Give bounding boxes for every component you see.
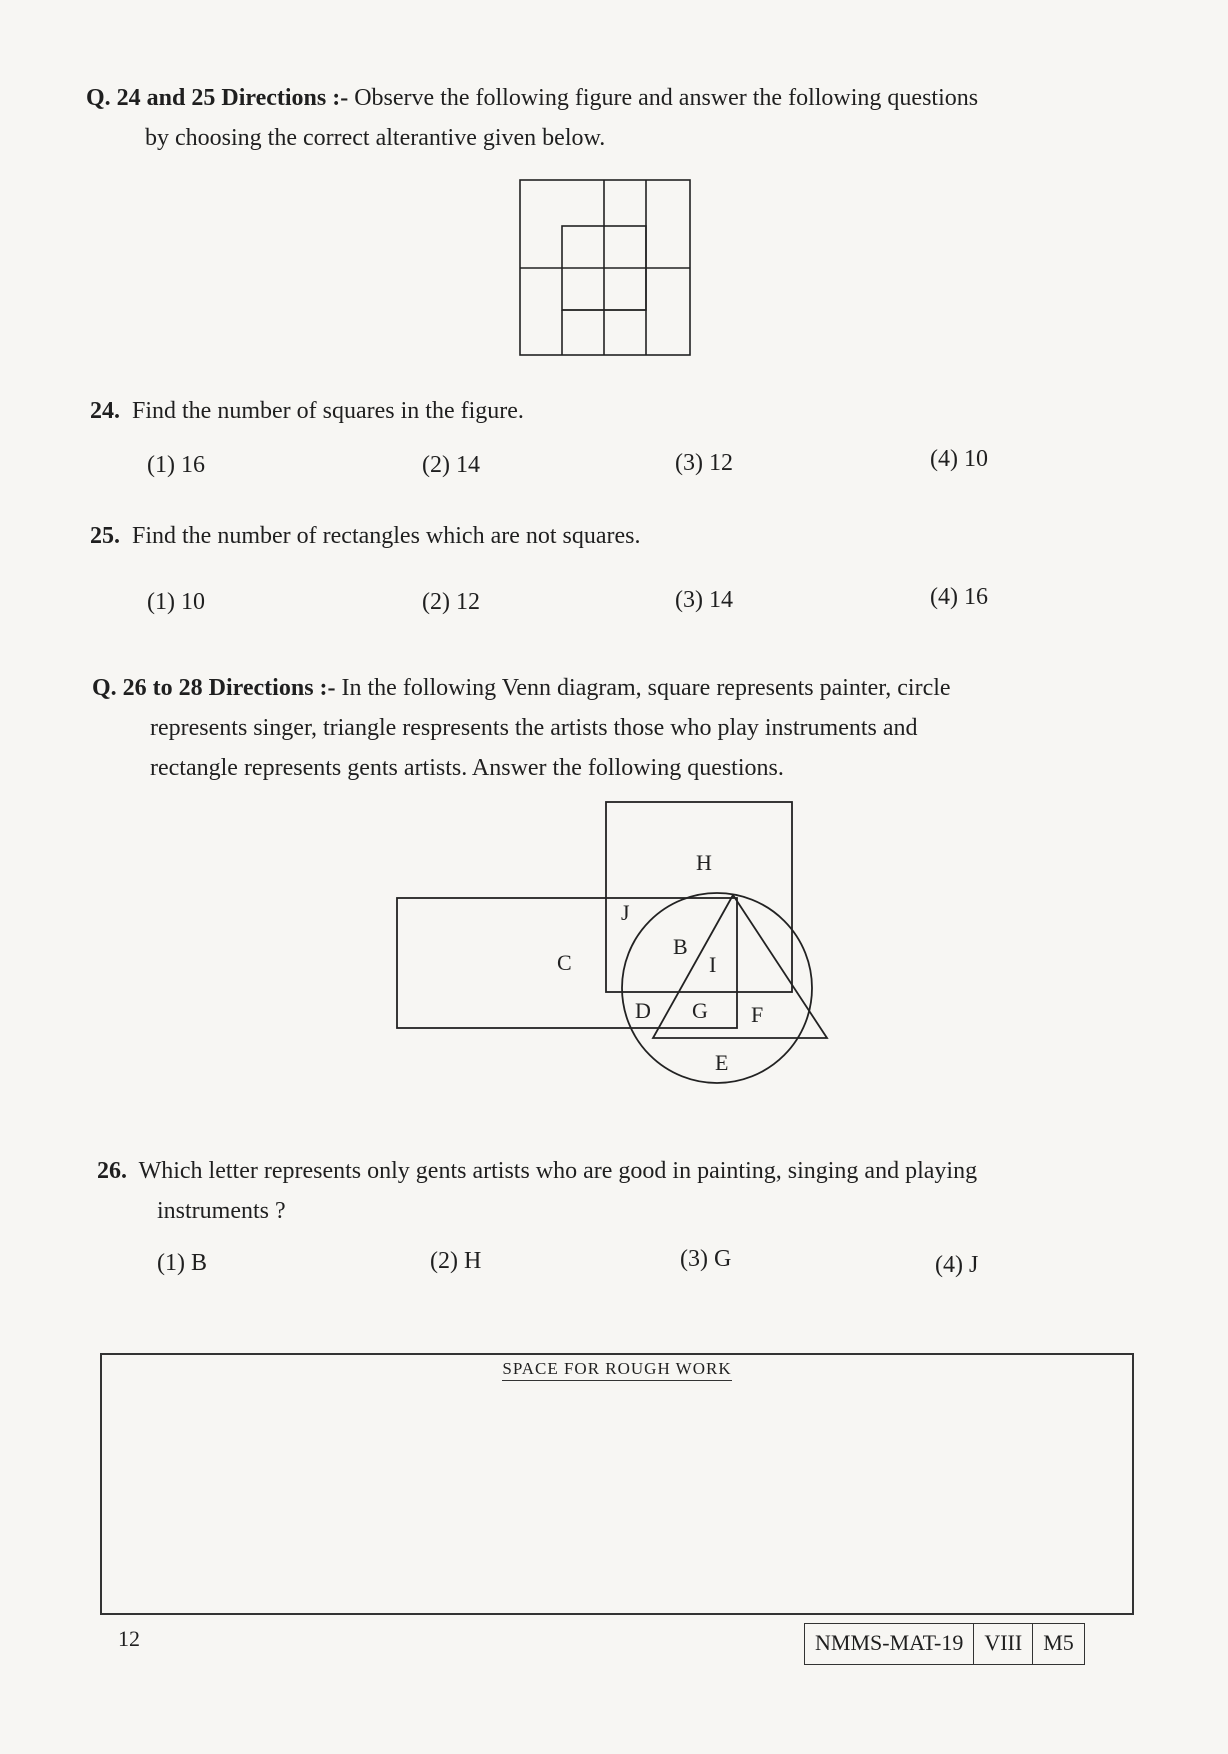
- venn-triangle-instruments: [653, 895, 827, 1038]
- rough-work-title: SPACE FOR ROUGH WORK: [102, 1359, 1132, 1379]
- question-number: 25.: [90, 523, 120, 549]
- directions-text: Observe the following figure and answer the following questions: [354, 85, 979, 111]
- directions-text: In the following Venn diagram, square represents painter, circle: [341, 675, 951, 701]
- venn-square-painter: [606, 802, 792, 992]
- q25-option-3[interactable]: (3) 14: [675, 587, 733, 613]
- venn-label-d: D: [635, 998, 651, 1023]
- q26-option-4[interactable]: (4) J: [935, 1252, 979, 1278]
- venn-label-c: C: [557, 950, 572, 975]
- q24-option-3[interactable]: (3) 12: [675, 450, 733, 476]
- directions-26-28: [92, 668, 1137, 708]
- venn-label-j: J: [621, 900, 630, 925]
- venn-label-i: I: [709, 952, 717, 977]
- question-text: Find the number of squares in the figure.: [132, 398, 524, 424]
- venn-label-e: E: [715, 1050, 729, 1075]
- q25-option-4[interactable]: (4) 16: [930, 584, 988, 610]
- q24-option-4[interactable]: (4) 10: [930, 446, 988, 472]
- q25-option-1[interactable]: (1) 10: [147, 589, 205, 615]
- q26-option-1[interactable]: (1) B: [157, 1250, 207, 1276]
- directions-label: Q. 24 and 25 Directions :-: [86, 85, 349, 111]
- rough-work-box: [100, 1353, 1134, 1615]
- directions-26-28-line2: represents singer, triangle respresents the artists those who play instruments and: [150, 715, 918, 741]
- question-text: Which letter represents only gents artists who are good in painting, singing and playing: [138, 1158, 978, 1184]
- q24-option-1[interactable]: (1) 16: [147, 452, 205, 478]
- page-number: 12: [118, 1626, 140, 1651]
- venn-label-h: H: [696, 850, 712, 875]
- directions-label: Q. 26 to 28 Directions :-: [92, 675, 336, 701]
- set-code: M5: [1043, 1630, 1074, 1655]
- question-26: [97, 1158, 1142, 1185]
- question-24: [90, 398, 524, 425]
- question-26-line2: instruments ?: [157, 1198, 286, 1224]
- question-number: 26.: [97, 1158, 127, 1184]
- directions-26-28-line3: rectangle represents gents artists. Answer the following questions.: [150, 755, 784, 781]
- question-text: Find the number of rectangles which are not squares.: [132, 523, 641, 549]
- question-number: 24.: [90, 398, 120, 424]
- q26-option-2[interactable]: (2) H: [430, 1248, 482, 1274]
- venn-label-f: F: [751, 1002, 764, 1027]
- grid-figure: [518, 178, 694, 360]
- venn-diagram: [395, 800, 830, 1100]
- venn-label-b: B: [673, 934, 688, 959]
- q25-option-2[interactable]: (2) 12: [422, 589, 480, 615]
- paper-code: NMMS-MAT-19: [805, 1624, 974, 1664]
- class-code: VIII: [974, 1624, 1033, 1664]
- q26-option-3[interactable]: (3) G: [680, 1246, 732, 1272]
- question-25: [90, 523, 641, 550]
- directions-24-25-line2: by choosing the correct alterantive given below.: [145, 125, 606, 151]
- directions-24-25: [86, 78, 1136, 118]
- paper-code-box: [804, 1623, 1085, 1665]
- q24-option-2[interactable]: (2) 14: [422, 452, 480, 478]
- venn-label-g: G: [692, 998, 708, 1023]
